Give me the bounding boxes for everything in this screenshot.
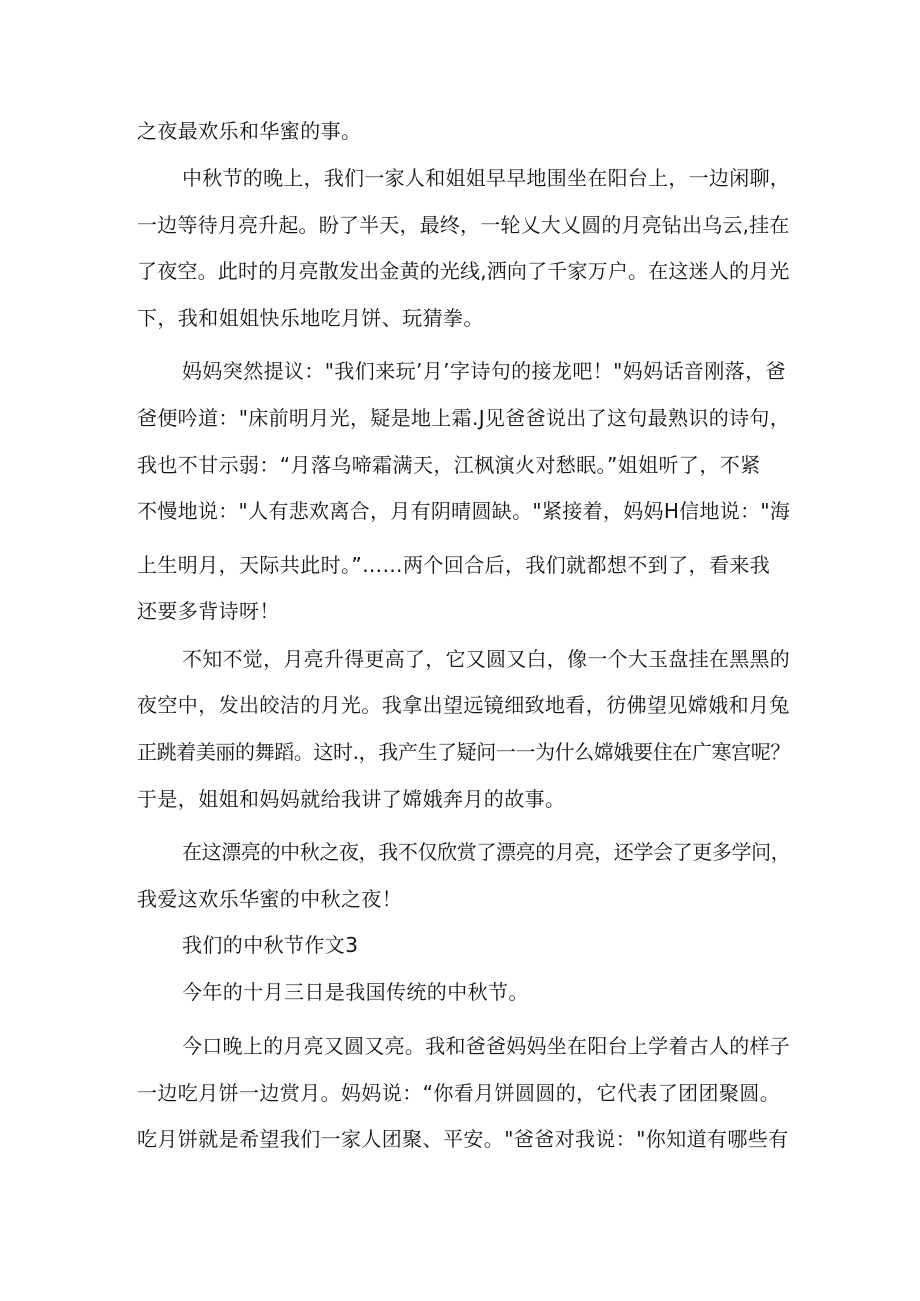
text-line: 一边等待月亮升起。盼了半天，最终，一轮乂大乂圆的月亮钻出乌云,挂在 [137, 213, 790, 237]
text-line: 我爱这欢乐华蜜的中秋之夜！ [137, 887, 403, 911]
text-line: 我也不甘示弱：“月落乌啼霜满天，江枫演火对愁眠。”姐姐听了，不紧 [137, 453, 761, 477]
text-line: 不慢地说："人有悲欢离合，月有阴晴圆缺。"紧接着，妈妈H信地说："海 [137, 499, 791, 523]
text-line: 在这漂亮的中秋之夜，我不仅欣赏了漂亮的月亮，还学会了更多学问， [182, 840, 791, 864]
text-line: 中秋节的晚上，我们一家人和姐姐早早地围坐在阳台上，一边闲聊， [182, 166, 790, 190]
text-line: 今年的十月三日是我国传统的中秋节。 [182, 980, 529, 1004]
text-line: 爸便吟道："床前明月光，疑是地上霜.J见爸爸说出了这句最熟识的诗句， [137, 406, 791, 430]
text-line: 一边吃月饼一边赏月。妈妈说：“你看月饼圆圆的，它代表了团团聚圆。 [137, 1081, 781, 1105]
text-line: 了夜空。此时的月亮散发出金黄的光线,洒向了千家万户。在这迷人的月光 [137, 259, 790, 283]
text-line: 下，我和姐姐快乐地吃月饼、玩猜拳。 [137, 306, 484, 330]
text-line: 之夜最欢乐和华蜜的事。 [137, 119, 362, 143]
text-line: 正跳着美丽的舞蹈。这时.，我产生了疑问一一为什么嫦娥要住在广寒宫呢？ [137, 740, 790, 764]
text-line: 于是，姐姐和妈妈就给我讲了嫦娥奔月的故事。 [137, 787, 566, 811]
text-line: 妈妈突然提议："我们来玩’月’字诗句的接龙吧！"妈妈话音刚落，爸 [182, 359, 786, 383]
text-line: 还要多背诗呀！ [137, 599, 280, 623]
text-line: 上生明月，天际共此时。”……两个回合后，我们就都想不到了，看来我 [137, 553, 771, 577]
text-line: 夜空中，发出皎洁的月光。我拿出望远镜细致地看，彷佛望见嫦娥和月兔 [137, 693, 790, 717]
text-line: 不知不觉，月亮升得更高了，它又圆又白，像一个大玉盘挂在黑黑的 [182, 647, 790, 671]
section-heading: 我们的中秋节作文3 [182, 933, 359, 957]
text-line: 今口晚上的月亮又圆又亮。我和爸爸妈妈坐在阳台上学着古人的样子 [182, 1034, 790, 1058]
text-line: 吃月饼就是希望我们一家人团聚、平安。"爸爸对我说："你知道有哪些有 [137, 1127, 789, 1151]
